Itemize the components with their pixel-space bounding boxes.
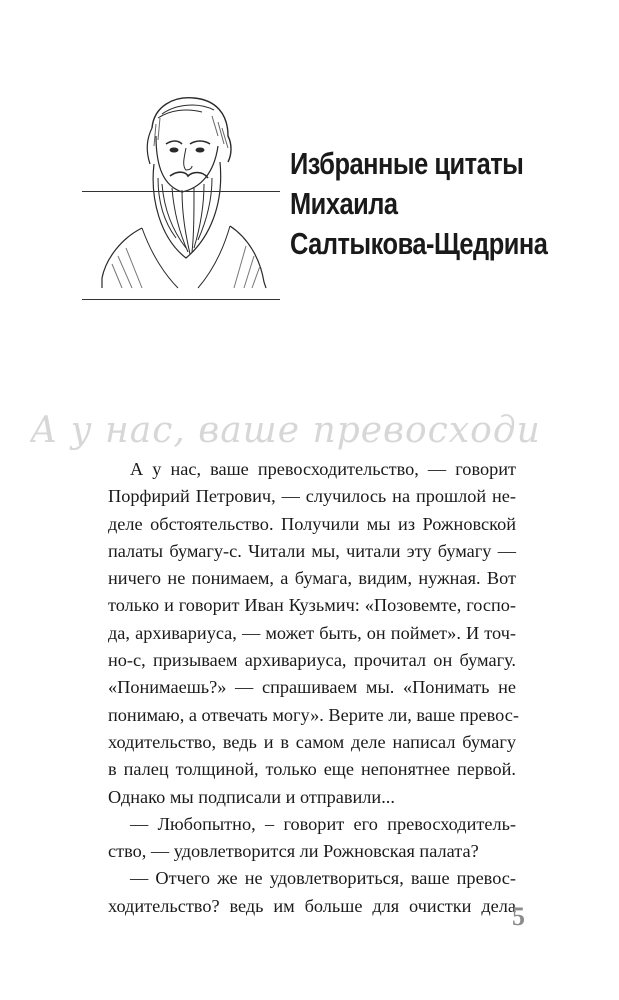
text-line: ство, — удовлетворится ли Рожновская палата? bbox=[108, 841, 479, 862]
text-line: деле обстоятельство. Получили мы из Рожновской bbox=[108, 513, 516, 534]
title-rule-bottom bbox=[82, 299, 280, 300]
text-line: в палец толщиной, только еще непонятнее первой. bbox=[108, 759, 516, 780]
page-title bbox=[290, 144, 548, 264]
text-line: Порфирий Петрович, — случилось на прошлой не- bbox=[108, 486, 516, 507]
title-line: Салтыкова-Щедрина bbox=[290, 226, 548, 261]
author-portrait bbox=[82, 88, 282, 302]
text-line: ничего не понимаем, а бумага, видим, нужная. Вот bbox=[108, 568, 516, 589]
text-line: но-с, призываем архивариуса, прочитал он бумагу. bbox=[108, 650, 516, 671]
title-line: Избранные цитаты bbox=[290, 146, 524, 181]
text-line: только и говорит Иван Кузьмич: «Позовемте, госпо- bbox=[108, 595, 516, 616]
text-line: ходительство? ведь им больше для очистки дела bbox=[108, 895, 516, 916]
page-number: 5 bbox=[512, 902, 525, 931]
text-line: ходительство, ведь и в самом деле написал бумагу bbox=[108, 731, 516, 752]
text-line: — Отчего же не удовлетвориться, ваше превос- bbox=[130, 868, 516, 889]
text-line: понимаю, а отвечать могу». Верите ли, ваше превос- bbox=[108, 704, 519, 725]
text-line: да, архивариуса, — может быть, он поймет». И точ- bbox=[108, 622, 516, 643]
title-rule-top bbox=[82, 191, 280, 192]
text-line: А у нас, ваше превосходительство, — говорит bbox=[130, 459, 516, 479]
text-line: Однако мы подписали и отправили... bbox=[108, 786, 395, 807]
decorative-script-heading: А у нас, ваше превосходи bbox=[30, 410, 541, 451]
text-line: палаты бумагу-с. Читали мы, читали эту бумагу — bbox=[108, 540, 516, 561]
title-line: Михаила bbox=[290, 186, 398, 221]
quote-body bbox=[108, 456, 519, 920]
text-line: «Понимаешь?» — спрашиваем мы. «Понимать не bbox=[108, 677, 516, 698]
text-line: — Любопытно, – говорит его превосходитель- bbox=[130, 813, 516, 834]
